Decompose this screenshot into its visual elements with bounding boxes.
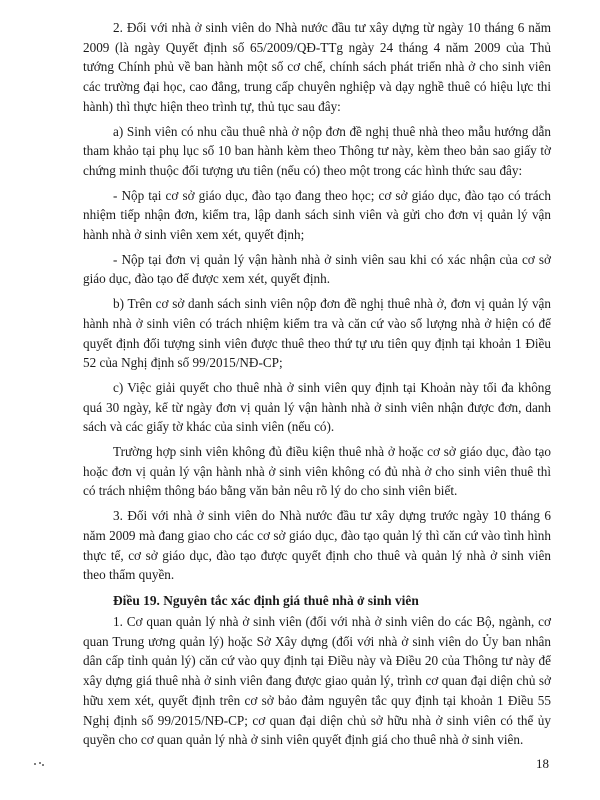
- scan-speck: [34, 762, 44, 766]
- paragraph-2c: c) Việc giải quyết cho thuê nhà ở sinh viên quy định tại Khoản này tối đa không quá 30 ngày, kể từ ngày đơn vị quản lý vận hành nhà ở sinh viên nhận được đơn, danh sách và các giấy tờ khác của sinh viên (nếu có).: [83, 379, 551, 435]
- document-page: [83, 18, 551, 755]
- paragraph-2c-note: Trường hợp sinh viên không đủ điều kiện thuê nhà ở hoặc cơ sở giáo dục, đào tạo hoặc đơn vị quản lý vận hành nhà ở sinh viên không có đủ nhà ở cho sinh viên thuê thì có trách nhiệm thông báo bằng văn bản nêu rõ lý do cho sinh viên biết.: [83, 444, 551, 499]
- paragraph-3: 3. Đối với nhà ở sinh viên do Nhà nước đầu tư xây dựng trước ngày 10 tháng 6 năm 2009 mà đang giao cho các cơ sở giáo dục, đào tạo quản lý thì căn cứ vào tình hình thực tế, cơ sở giáo dục, đào tạo được quyết định cho thuê và quản lý nhà ở sinh viên theo thẩm quyền.: [83, 508, 551, 583]
- page-number: 18: [536, 756, 549, 771]
- paragraph-2b: b) Trên cơ sở danh sách sinh viên nộp đơn đề nghị thuê nhà ở, đơn vị quản lý vận hành nhà ở sinh viên có trách nhiệm kiểm tra và căn cứ vào số lượng nhà ở hiện có để quyết định đối tượng sinh viên được thuê theo thứ tự ưu tiên quy định tại khoản 1 Điều 52 của Nghị định số 99/2015/NĐ-CP;: [83, 296, 551, 371]
- paragraph-2a: a) Sinh viên có nhu cầu thuê nhà ở nộp đơn đề nghị thuê nhà theo mẫu hướng dẫn tham khảo tại phụ lục số 10 ban hành kèm theo Thông tư này, kèm theo bản sao giấy tờ chứng minh thuộc đối tượng ưu tiên (nếu có) theo một trong các hình thức sau đây:: [83, 123, 551, 178]
- article-paragraph-1: 1. Cơ quan quản lý nhà ở sinh viên (đối với nhà ở sinh viên do các Bộ, ngành, cơ quan Trung ương quản lý) hoặc Sở Xây dựng (đối với nhà ở sinh viên do Ủy ban nhân dân cấp tỉnh quản lý) căn cứ vào quy định tại Điều này và Điều 20 của Thông tư này để xây dựng giá thuê nhà ở sinh viên đang được giao quản lý, trình cơ quan đại diện chủ sở hữu xem xét, quyết định trên cơ sở bảo đảm nguyên tắc quy định tại khoản 1 Điều 55 Nghị định số 99/2015/NĐ-CP; cơ quan đại diện chủ sở hữu nhà ở sinh viên có thể ủy quyền cho cơ quan quản lý nhà ở sinh viên quyết định giá cho thuê nhà ở sinh viên.: [83, 613, 551, 748]
- article-heading: Điều 19. Nguyên tắc xác định giá thuê nhà ở sinh viên: [113, 592, 419, 608]
- paragraph-2: 2. Đối với nhà ở sinh viên do Nhà nước đầu tư xây dựng từ ngày 10 tháng 6 năm 2009 (là ngày Quyết định số 65/2009/QĐ-TTg ngày 24 tháng 4 năm 2009 của Thủ tướng Chính phủ về ban hành một số cơ chế, chính sách phát triển nhà ở cho sinh viên các trường đại học, cao đẳng, trung cấp chuyên nghiệp và dạy nghề thuê có hiệu lực thi hành) thì thực hiện theo trình tự, thủ tục sau đây:: [83, 20, 551, 114]
- paragraph-2a-dash-2: - Nộp tại đơn vị quản lý vận hành nhà ở sinh viên sau khi có xác nhận của cơ sở giáo dục, đào tạo để được xem xét, quyết định.: [83, 251, 551, 287]
- paragraph-2a-dash-1: - Nộp tại cơ sở giáo dục, đào tạo đang theo học; cơ sở giáo dục, đào tạo có trách nhiệm tiếp nhận đơn, kiểm tra, lập danh sách sinh viên và gửi cho đơn vị quản lý vận hành nhà ở sinh viên xem xét, quyết định;: [83, 187, 551, 243]
